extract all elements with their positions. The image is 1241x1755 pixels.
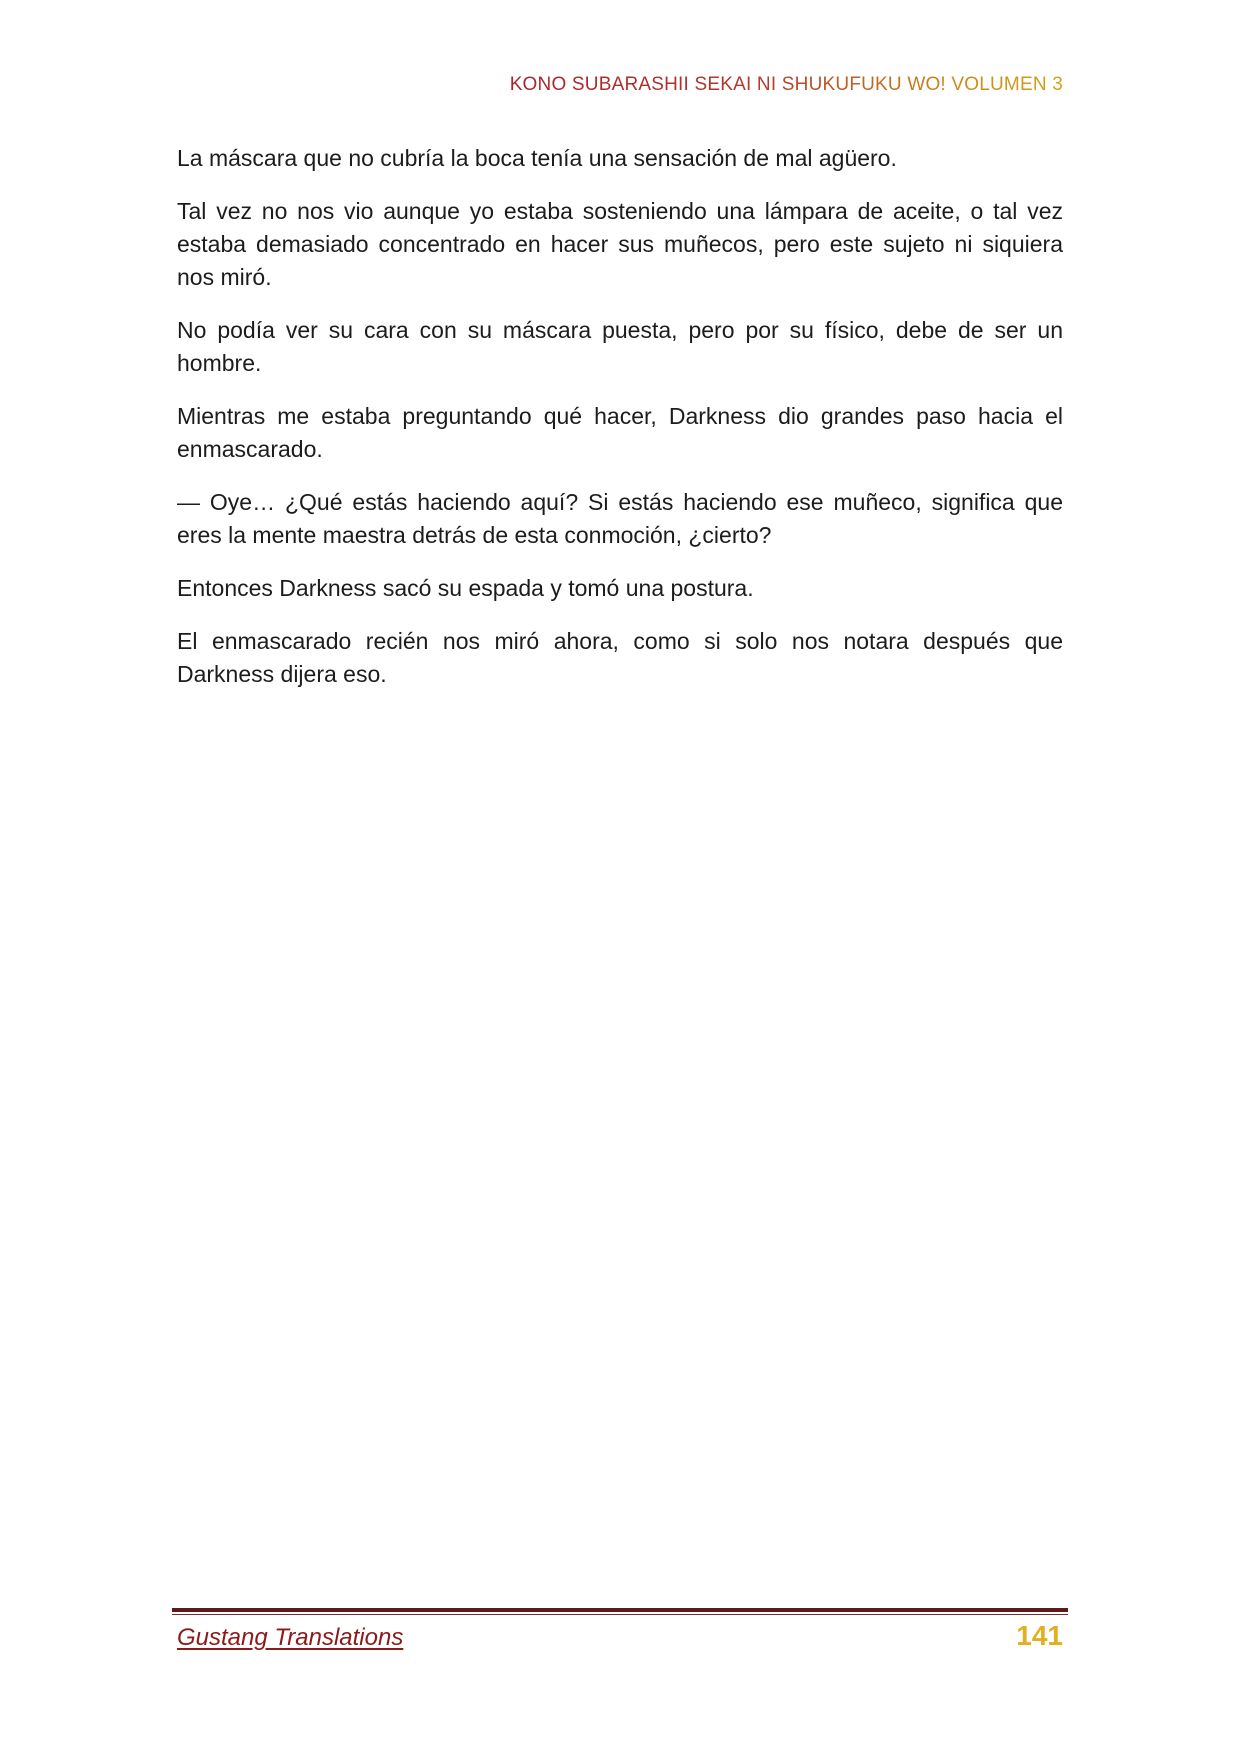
paragraph-7: El enmascarado recién nos miró ahora, como si solo nos notara después que Darkness dijera eso. xyxy=(177,628,1063,687)
footer-credit: Gustang Translations xyxy=(177,1624,404,1651)
paragraph-6: Entonces Darkness sacó su espada y tomó una postura. xyxy=(177,575,754,601)
running-header: KONO SUBARASHII SEKAI NI SHUKUFUKU WO! VOLUMEN 3 xyxy=(509,74,1063,95)
page-number: 141 xyxy=(1016,1620,1063,1651)
paragraph-4: Mientras me estaba preguntando qué hacer, Darkness dio grandes paso hacia el enmascarado. xyxy=(177,403,1063,462)
footer-divider-thick xyxy=(172,1608,1068,1612)
page-body xyxy=(177,142,1063,711)
paragraph-3: No podía ver su cara con su máscara puesta, pero por su físico, debe de ser un hombre. xyxy=(177,317,1063,376)
footer-divider xyxy=(172,1608,1068,1616)
footer-divider-thin xyxy=(172,1614,1068,1615)
paragraph-5: — Oye… ¿Qué estás haciendo aquí? Si estás haciendo ese muñeco, significa que eres la mente maestra detrás de esta conmoción, ¿cierto? xyxy=(177,489,1063,548)
paragraph-1: La máscara que no cubría la boca tenía una sensación de mal agüero. xyxy=(177,145,897,171)
paragraph-2: Tal vez no nos vio aunque yo estaba sosteniendo una lámpara de aceite, o tal vez estaba demasiado concentrado en hacer sus muñecos, pero este sujeto ni siquiera nos miró. xyxy=(177,198,1063,290)
